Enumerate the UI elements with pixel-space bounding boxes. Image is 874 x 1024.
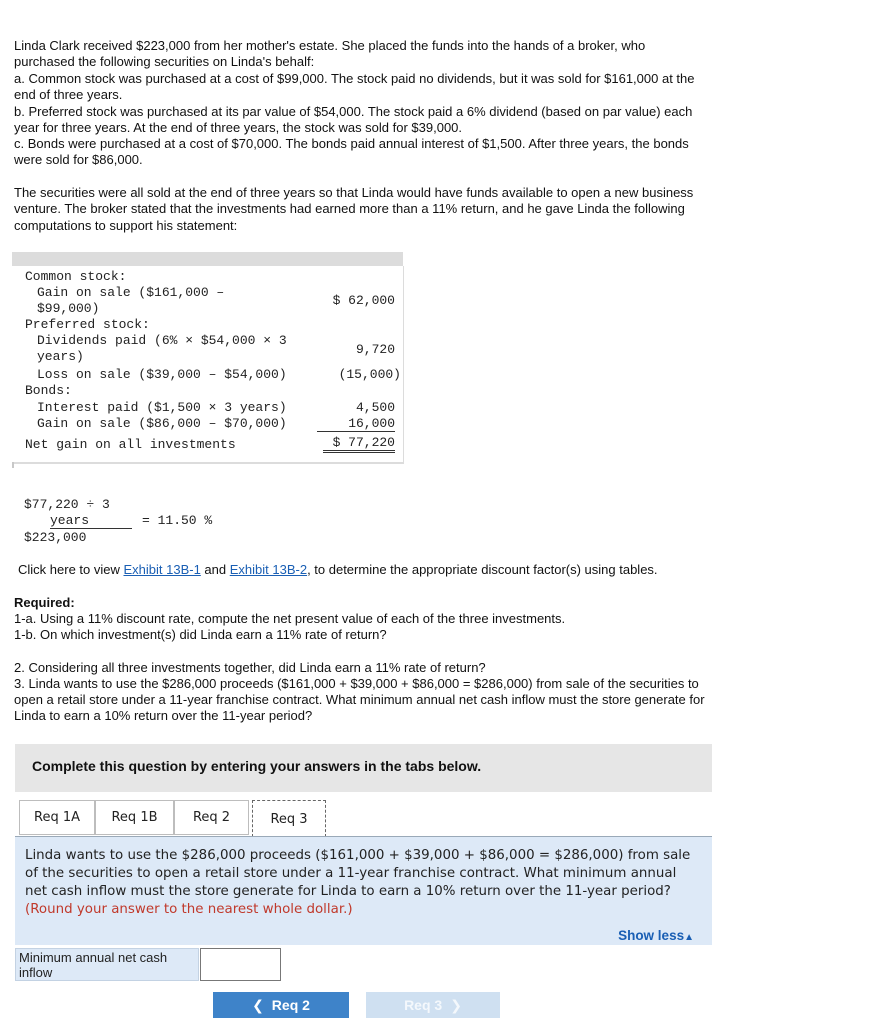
computation-bottom-rule — [12, 462, 403, 464]
tab-req-3[interactable]: Req 3 — [252, 800, 326, 837]
intro-line: were sold for $86,000. — [14, 152, 143, 167]
preferred-stock-label: Preferred stock: — [25, 317, 150, 332]
tab-req-2[interactable]: Req 2 — [174, 800, 249, 835]
tab-req-1a[interactable]: Req 1A — [19, 800, 95, 835]
broker-computation-table — [12, 266, 404, 464]
intro-line: end of three years. — [14, 87, 123, 102]
interest-label: Interest paid ($1,500 × 3 years) — [37, 400, 287, 415]
panel-question: Linda wants to use the $286,000 proceeds ($161,000 + $39,000 + $86,000 = $286,000) from sale of the securities to open a retail store under a 11-year franchise contract. What minimum annual net cash inflow must the store generate for Linda to earn a 10% return over the 11-year period? — [25, 848, 691, 899]
computation-header-bar — [12, 252, 403, 266]
broker-line: computations to support his statement: — [14, 218, 238, 233]
exhibit-note-prefix: Click here to view — [18, 562, 124, 577]
bonds-label: Bonds: — [25, 383, 72, 398]
loss-label: Loss on sale ($39,000 – $54,000) — [37, 367, 287, 382]
required-line: open a retail store under a 11-year franchise contract. What minimum annual net cash inflow must the store generate for — [14, 692, 705, 707]
common-stock-label: Common stock: — [25, 269, 127, 284]
dividends-amount: 9,720 — [355, 342, 395, 357]
exhibit-13b-2-link[interactable]: Exhibit 13B-2 — [229, 562, 308, 577]
broker-line: venture. The broker stated that the investments had earned more than a 11% return, and he gave Linda the following — [14, 201, 685, 216]
panel-question-text — [25, 847, 700, 919]
exhibit-13b-1-link[interactable]: Exhibit 13B-1 — [123, 562, 201, 577]
minimum-annual-cash-inflow-input[interactable] — [200, 948, 281, 981]
net-gain-amount: $ 77,220 — [323, 435, 395, 453]
caret-up-icon: ▲ — [684, 932, 694, 943]
broker-line: The securities were all sold at the end of three years so that Linda would have funds available to open a new business — [14, 185, 694, 200]
bond-gain-label: Gain on sale ($86,000 – $70,000) — [37, 416, 287, 431]
required-heading: Required: — [14, 595, 75, 610]
intro-line: a. Common stock was purchased at a cost of $99,000. The stock paid no dividends, but it was sold for $161,000 at the — [14, 71, 695, 86]
intro-line: purchased the following securities on Linda's behalf: — [14, 54, 315, 69]
required-line: 1-a. Using a 11% discount rate, compute the net present value of each of the three investments. — [14, 611, 566, 626]
intro-line: year for three years. At the end of three years, the stock was sold for $39,000. — [14, 120, 463, 135]
dividends-label-line1: Dividends paid (6% × $54,000 × 3 — [37, 333, 287, 348]
formula-denominator: $223,000 — [24, 530, 87, 545]
panel-instruction: (Round your answer to the nearest whole dollar.) — [25, 902, 353, 917]
intro-line: c. Bonds were purchased at a cost of $70,000. The bonds paid annual interest of $1,500. After three years, the bonds — [14, 136, 689, 151]
required-line: 3. Linda wants to use the $286,000 proceeds ($161,000 + $39,000 + $86,000 = $286,000) from sale of the securities to — [14, 676, 699, 691]
intro-line: b. Preferred stock was purchased at its par value of $54,000. The stock paid a 6% dividend (based on par value) each — [14, 104, 693, 119]
required-line: 2. Considering all three investments together, did Linda earn a 11% rate of return? — [14, 660, 486, 675]
exhibit-note — [18, 562, 658, 578]
gain-label-line1: Gain on sale ($161,000 – — [37, 285, 225, 300]
next-button-label: Req 3 — [404, 997, 443, 1013]
gain-label-line2: $99,000) — [37, 301, 100, 316]
intro-line: Linda Clark received $223,000 from her mother's estate. She placed the funds into the hands of a broker, who — [14, 38, 646, 53]
chevron-left-icon: ❮ — [252, 996, 264, 1013]
prev-button-label: Req 2 — [271, 997, 310, 1013]
banner-text: Complete this question by entering your answers in the tabs below. — [32, 758, 482, 774]
formula-numerator-line1: $77,220 ÷ 3 — [24, 497, 110, 512]
required-line: Linda to earn a 10% return over the 11-year period? — [14, 708, 313, 723]
gain-amount: $ 62,000 — [332, 293, 395, 308]
exhibit-note-middle: and — [200, 562, 230, 577]
show-less-toggle[interactable] — [618, 928, 694, 943]
formula-result: = 11.50 % — [142, 513, 213, 528]
required-line: 1-b. On which investment(s) did Linda earn a 11% rate of return? — [14, 627, 387, 642]
bond-gain-amount: 16,000 — [317, 416, 395, 432]
next-req-3-button[interactable] — [366, 992, 500, 1018]
dividends-label-line2: years) — [37, 349, 84, 364]
interest-amount: 4,500 — [355, 400, 395, 415]
computation-corner — [12, 462, 14, 468]
chevron-right-icon: ❯ — [450, 996, 462, 1013]
req-3-panel — [15, 837, 712, 945]
tab-req-1b[interactable]: Req 1B — [95, 800, 174, 835]
instructions-banner — [15, 744, 712, 792]
show-less-label: Show less — [618, 928, 685, 943]
formula-numerator-line2: years — [50, 513, 132, 529]
answer-label: Minimum annual net cash inflow — [15, 948, 199, 981]
net-gain-label: Net gain on all investments — [25, 437, 236, 452]
exhibit-note-suffix: , to determine the appropriate discount factor(s) using tables. — [307, 562, 658, 577]
prev-req-2-button[interactable] — [213, 992, 349, 1018]
loss-amount: (15,000) — [338, 367, 401, 382]
